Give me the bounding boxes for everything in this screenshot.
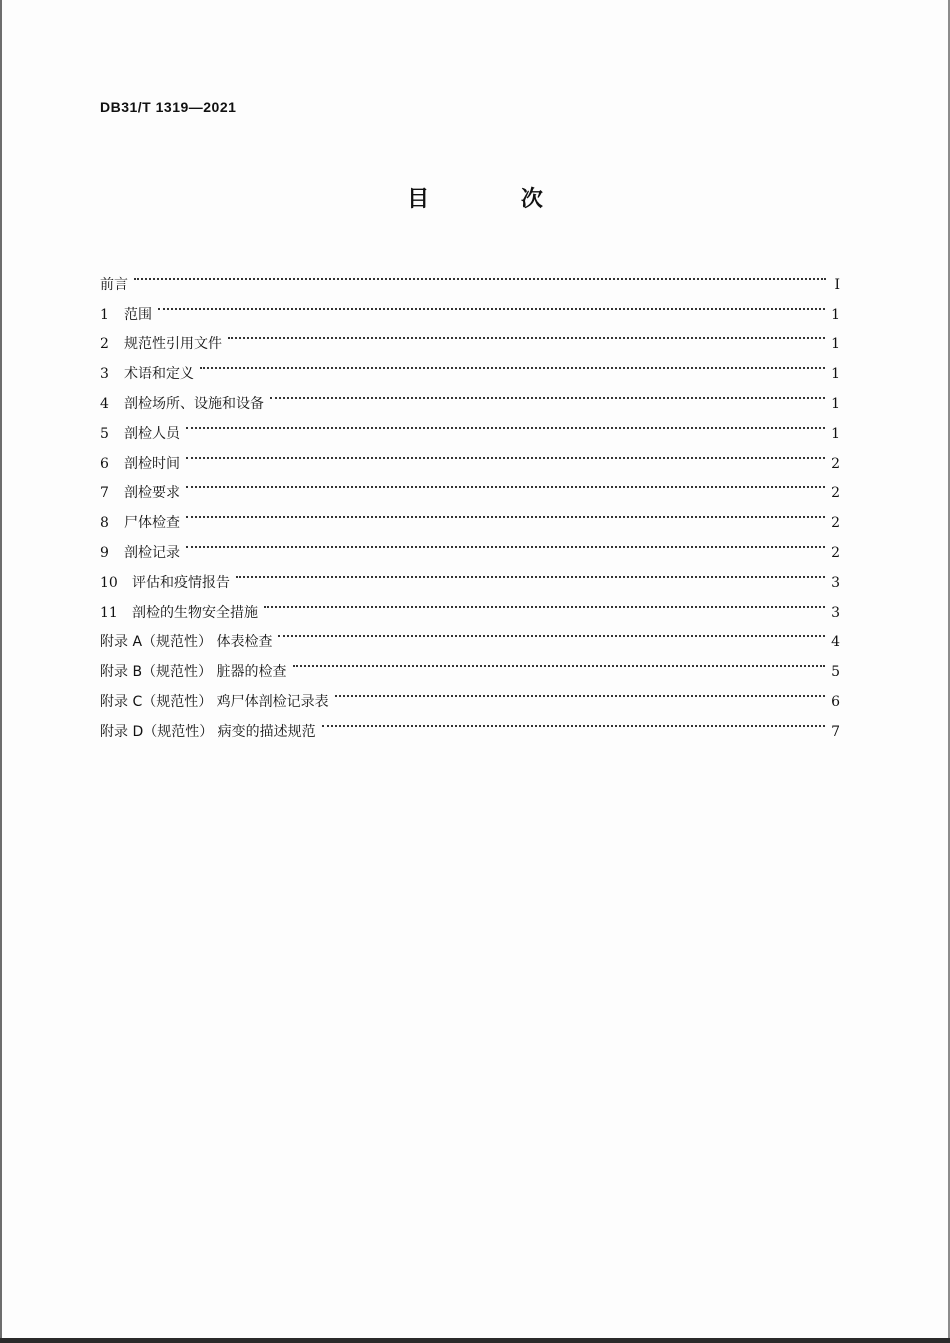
toc-entry-label: 剖检记录 (124, 544, 180, 561)
toc-entry-number: 5 (100, 425, 109, 442)
toc-entry-page: 1 (831, 366, 840, 383)
toc-leader-dots (158, 289, 825, 319)
toc-entry-page: 2 (831, 544, 840, 561)
toc-leader-dots (134, 259, 826, 289)
toc-leader-dots (186, 408, 825, 438)
toc-entry-page: 3 (831, 574, 840, 591)
toc-entry-foreword[interactable] (100, 259, 840, 293)
toc-entry-number: 10 (100, 574, 118, 591)
toc-leader-dots (264, 587, 825, 617)
toc-entry-label: 范围 (124, 306, 152, 323)
toc-entry-6[interactable] (100, 438, 840, 472)
toc-leader-dots (186, 438, 825, 468)
toc-entry-page: 1 (831, 306, 840, 323)
toc-leader-dots (186, 527, 825, 557)
toc-entry-page: 3 (831, 604, 840, 621)
toc-entry-page: 6 (831, 693, 840, 710)
toc-entry-page: I (834, 276, 840, 293)
toc-entry-number: 8 (100, 515, 109, 532)
toc-entry-page: 7 (831, 723, 840, 740)
toc-entry-label: 剖检人员 (124, 425, 180, 442)
toc-entry-2[interactable] (100, 319, 840, 353)
toc-entry-label: 术语和定义 (124, 366, 194, 383)
toc-leader-dots (335, 676, 825, 706)
toc-entry-page: 1 (831, 336, 840, 353)
toc-entry-7[interactable] (100, 468, 840, 502)
toc-entry-number: 6 (100, 455, 109, 472)
toc-entry-number: 4 (100, 395, 109, 412)
toc-entry-label: 尸体检查 (124, 515, 180, 532)
toc-entry-page: 1 (831, 425, 840, 442)
toc-entry-page: 2 (831, 515, 840, 532)
toc-entry-page: 1 (831, 395, 840, 412)
toc-entry-page: 2 (831, 485, 840, 502)
toc-entry-number: 2 (100, 336, 109, 353)
toc-entry-label: 评估和疫情报告 (132, 574, 230, 591)
toc-entry-number: 9 (100, 544, 109, 561)
toc-entry-label: 附录 B（规范性） 脏器的检查 (100, 664, 287, 681)
toc-leader-dots (186, 497, 825, 527)
toc-entry-number: 11 (100, 604, 118, 621)
toc-leader-dots (270, 378, 825, 408)
toc-leader-dots (293, 646, 826, 676)
toc-entry-number: 7 (100, 485, 109, 502)
toc-entry-page: 2 (831, 455, 840, 472)
toc-leader-dots (322, 706, 825, 736)
toc-entry-label: 剖检时间 (124, 455, 180, 472)
toc-entry-label: 附录 D（规范性） 病变的描述规范 (100, 723, 316, 740)
toc-entry-page: 5 (831, 664, 840, 681)
page-edge-bottom (0, 1338, 950, 1343)
toc-entry-label: 剖检场所、设施和设备 (124, 395, 264, 412)
toc-entry-number: 1 (100, 306, 109, 323)
toc-entry-9[interactable] (100, 527, 840, 561)
table-of-contents (100, 259, 840, 740)
toc-leader-dots (200, 348, 825, 378)
toc-title: 目 次 (407, 187, 585, 212)
toc-entry-5[interactable] (100, 408, 840, 442)
toc-entry-label: 前言 (100, 276, 128, 293)
toc-entry-label: 附录 A（规范性） 体表检查 (100, 634, 273, 651)
toc-entry-label: 剖检的生物安全措施 (132, 604, 258, 621)
document-code: DB31/T 1319—2021 (100, 99, 237, 115)
toc-entry-label: 附录 C（规范性） 鸡尸体剖检记录表 (100, 693, 329, 710)
toc-entry-page: 4 (831, 634, 840, 651)
toc-entry-number: 3 (100, 366, 109, 383)
toc-leader-dots (278, 617, 825, 647)
toc-entry-label: 剖检要求 (124, 485, 180, 502)
toc-entry-label: 规范性引用文件 (124, 336, 222, 353)
toc-entry-8[interactable] (100, 497, 840, 532)
toc-leader-dots (236, 557, 825, 587)
toc-leader-dots (228, 319, 825, 349)
toc-entry-4[interactable] (100, 378, 840, 412)
toc-entry-10[interactable] (100, 557, 840, 591)
toc-entry-1[interactable] (100, 289, 840, 323)
toc-entry-3[interactable] (100, 348, 840, 383)
toc-leader-dots (186, 468, 825, 498)
